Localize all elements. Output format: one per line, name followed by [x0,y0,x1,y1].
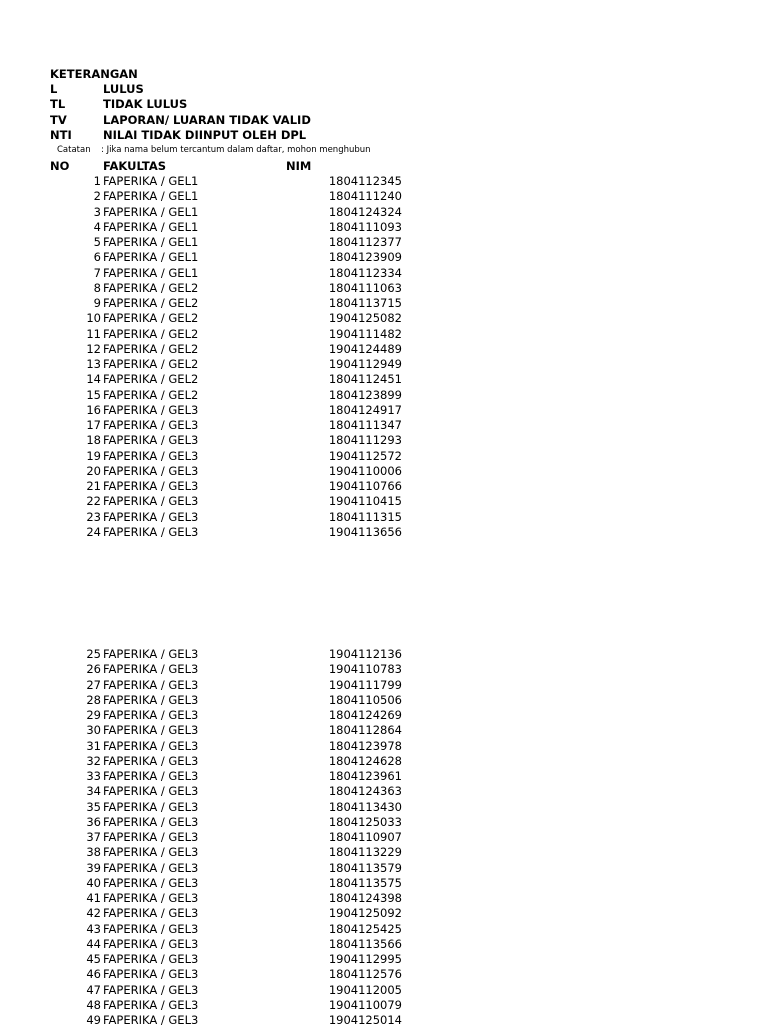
row-no: 42 [86,906,101,921]
row-fakultas: FAPERIKA / GEL3 [103,799,199,814]
row-nim: 1804113430 [328,799,402,814]
table-row [0,769,410,784]
row-nim: 1804112377 [328,235,402,249]
table-row [0,449,410,464]
row-no: 46 [86,967,101,982]
table-row [0,693,410,708]
legend-code: TV [50,112,67,127]
row-fakultas: FAPERIKA / GEL2 [103,372,199,387]
legend-code: TL [50,97,66,112]
row-nim: 1804112576 [328,967,402,982]
legend-desc: TIDAK LULUS [103,97,188,112]
table-row [0,388,410,403]
table-row [0,418,410,433]
row-fakultas: FAPERIKA / GEL2 [103,280,199,295]
row-fakultas: FAPERIKA / GEL3 [103,891,199,905]
table-row [0,861,410,876]
row-no: 11 [86,326,101,341]
table-row [0,372,410,387]
row-nim: 1804113575 [328,875,402,890]
row-no: 4 [93,219,101,234]
row-nim: 1904112995 [328,952,402,966]
row-no: 33 [86,769,101,783]
table-row [0,205,410,220]
row-nim: 1804111315 [328,509,402,524]
row-fakultas: FAPERIKA / GEL3 [103,967,199,982]
row-no: 47 [86,982,101,997]
table-row [0,845,410,860]
row-no: 40 [86,875,101,890]
row-fakultas: FAPERIKA / GEL1 [103,189,199,204]
table-row [0,479,410,494]
table-section-a [0,174,410,540]
row-fakultas: FAPERIKA / GEL1 [103,235,199,249]
row-nim: 1804123978 [328,738,402,753]
row-fakultas: FAPERIKA / GEL3 [103,509,199,524]
row-nim: 1904125082 [328,311,402,326]
row-fakultas: FAPERIKA / GEL3 [103,708,199,722]
row-no: 48 [86,997,101,1012]
note-line [57,145,402,156]
row-fakultas: FAPERIKA / GEL3 [103,463,199,478]
row-fakultas: FAPERIKA / GEL2 [103,387,199,402]
table-row [0,998,410,1013]
row-nim: 1804124917 [328,402,402,417]
row-no: 37 [86,830,101,844]
row-nim: 1904110006 [328,463,402,478]
row-fakultas: FAPERIKA / GEL3 [103,830,199,844]
row-fakultas: FAPERIKA / GEL1 [103,250,199,265]
row-no: 41 [86,891,101,905]
table-section-b [0,647,410,1028]
row-no: 45 [86,952,101,966]
row-nim: 1804111293 [328,433,402,448]
row-nim: 1904124489 [328,341,402,356]
row-nim: 1804125033 [328,814,402,829]
table-row [0,739,410,754]
row-no: 12 [86,341,101,356]
row-fakultas: FAPERIKA / GEL3 [103,814,199,829]
row-no: 34 [86,784,101,799]
table-row [0,327,410,342]
table-row [0,876,410,891]
legend-item [50,97,410,112]
row-no: 10 [86,311,101,326]
row-no: 18 [86,433,101,448]
legend-desc: LULUS [103,82,144,96]
row-fakultas: FAPERIKA / GEL3 [103,738,199,753]
row-no: 36 [86,814,101,829]
table-row [0,678,410,693]
row-no: 31 [86,738,101,753]
row-fakultas: FAPERIKA / GEL3 [103,402,199,417]
row-fakultas: FAPERIKA / GEL2 [103,296,199,310]
row-fakultas: FAPERIKA / GEL3 [103,906,199,921]
row-no: 25 [86,647,101,661]
row-no: 24 [86,524,101,539]
table-row [0,494,410,509]
row-no: 29 [86,708,101,722]
header-fakultas: FAKULTAS [103,159,167,173]
row-no: 16 [86,402,101,417]
table-row [0,906,410,921]
row-nim: 1904111799 [328,677,402,692]
row-fakultas: FAPERIKA / GEL1 [103,204,199,219]
row-fakultas: FAPERIKA / GEL3 [103,753,199,768]
row-nim: 1804123909 [328,250,402,265]
row-fakultas: FAPERIKA / GEL3 [103,936,199,951]
row-nim: 1804112451 [328,372,402,387]
row-no: 3 [93,204,101,219]
row-nim: 1904112949 [328,357,402,371]
table-row [0,1013,410,1028]
row-fakultas: FAPERIKA / GEL3 [103,860,199,875]
row-nim: 1804113229 [328,845,402,860]
row-nim: 1804113715 [328,296,402,310]
row-nim: 1804123899 [328,387,402,402]
table-row [0,754,410,769]
row-no: 43 [86,921,101,936]
note-label: Catatan [57,145,91,155]
row-fakultas: FAPERIKA / GEL3 [103,677,199,692]
row-fakultas: FAPERIKA / GEL3 [103,433,199,448]
row-fakultas: FAPERIKA / GEL3 [103,494,199,509]
table-row [0,937,410,952]
row-fakultas: FAPERIKA / GEL3 [103,784,199,799]
table-row [0,525,410,540]
row-fakultas: FAPERIKA / GEL2 [103,326,199,341]
table-row [0,266,410,281]
row-nim: 1804124269 [328,708,402,722]
table-row [0,800,410,815]
table-row [0,250,410,265]
header-nim: NIM [286,159,312,173]
legend-desc: NILAI TIDAK DIINPUT OLEH DPL [103,127,307,142]
row-fakultas: FAPERIKA / GEL1 [103,174,199,188]
row-nim: 1804113566 [328,936,402,951]
row-nim: 1904110766 [328,479,402,493]
row-no: 21 [86,479,101,493]
row-nim: 1904112136 [328,647,402,661]
header-no: NO [50,159,70,173]
row-fakultas: FAPERIKA / GEL3 [103,845,199,860]
row-nim: 1904111482 [328,326,402,341]
row-fakultas: FAPERIKA / GEL3 [103,982,199,997]
row-fakultas: FAPERIKA / GEL3 [103,448,199,463]
table-row [0,662,410,677]
row-fakultas: FAPERIKA / GEL3 [103,692,199,707]
row-fakultas: FAPERIKA / GEL3 [103,418,199,432]
legend-item [50,113,410,128]
table-row [0,342,410,357]
row-no: 28 [86,692,101,707]
row-nim: 1904110415 [328,494,402,509]
row-nim: 1804111063 [328,280,402,295]
table-row [0,922,410,937]
row-fakultas: FAPERIKA / GEL2 [103,357,199,371]
row-fakultas: FAPERIKA / GEL3 [103,1013,199,1027]
row-fakultas: FAPERIKA / GEL3 [103,952,199,966]
row-no: 22 [86,494,101,509]
table-row [0,235,410,250]
table-row [0,433,410,448]
row-no: 9 [93,296,101,310]
row-no: 17 [86,418,101,432]
table-row [0,952,410,967]
row-nim: 1804124398 [328,891,402,905]
row-nim: 1804111093 [328,219,402,234]
table-row [0,983,410,998]
row-fakultas: FAPERIKA / GEL3 [103,875,199,890]
row-fakultas: FAPERIKA / GEL3 [103,921,199,936]
row-nim: 1804110506 [328,692,402,707]
row-nim: 1904112005 [328,982,402,997]
table-row [0,784,410,799]
table-row [0,174,410,189]
row-nim: 1804125425 [328,921,402,936]
row-fakultas: FAPERIKA / GEL3 [103,769,199,783]
row-nim: 1904125014 [328,1013,402,1027]
table-row [0,891,410,906]
row-nim: 1804124324 [328,204,402,219]
row-no: 5 [93,235,101,249]
row-no: 1 [93,174,101,188]
row-no: 7 [93,265,101,280]
row-nim: 1804112345 [328,174,402,188]
table-row [0,708,410,723]
row-fakultas: FAPERIKA / GEL1 [103,265,199,280]
row-no: 8 [93,280,101,295]
table-row [0,357,410,372]
row-nim: 1804112334 [328,265,402,280]
row-nim: 1904125092 [328,906,402,921]
row-nim: 1804111240 [328,189,402,204]
table-row [0,281,410,296]
row-nim: 1804112864 [328,723,402,738]
note-text: : Jika nama belum tercantum dalam daftar, mohon menghubun [101,145,371,155]
row-fakultas: FAPERIKA / GEL2 [103,341,199,356]
table-row [0,220,410,235]
table-row [0,723,410,738]
row-no: 15 [86,387,101,402]
row-no: 44 [86,936,101,951]
row-fakultas: FAPERIKA / GEL3 [103,479,199,493]
row-no: 2 [93,189,101,204]
legend-block [50,67,410,143]
row-fakultas: FAPERIKA / GEL3 [103,723,199,738]
row-no: 32 [86,753,101,768]
row-nim: 1904110783 [328,662,402,677]
row-no: 14 [86,372,101,387]
row-no: 20 [86,463,101,478]
page-gap [0,540,410,647]
table-row [0,189,410,204]
row-no: 39 [86,860,101,875]
legend-title: KETERANGAN [50,67,138,81]
row-no: 30 [86,723,101,738]
table-row [0,403,410,418]
row-nim: 1804124363 [328,784,402,799]
row-nim: 1804113579 [328,860,402,875]
table-row [0,464,410,479]
row-nim: 1904112572 [328,448,402,463]
row-fakultas: FAPERIKA / GEL3 [103,647,199,661]
row-no: 27 [86,677,101,692]
row-no: 23 [86,509,101,524]
table-row [0,830,410,845]
table-row [0,815,410,830]
legend-desc: LAPORAN/ LUARAN TIDAK VALID [103,112,311,127]
legend-code: NTI [50,127,72,142]
row-nim: 1804124628 [328,753,402,768]
legend-item [50,82,410,97]
row-no: 49 [86,1013,101,1027]
legend-code: L [50,82,58,96]
table-row [0,510,410,525]
row-fakultas: FAPERIKA / GEL3 [103,662,199,677]
table-row [0,296,410,311]
table-row [0,967,410,982]
row-nim: 1804111347 [328,418,402,432]
row-nim: 1804110907 [328,830,402,844]
row-nim: 1904110079 [328,997,402,1012]
row-no: 19 [86,448,101,463]
row-no: 38 [86,845,101,860]
row-no: 26 [86,662,101,677]
row-fakultas: FAPERIKA / GEL3 [103,524,199,539]
table-row [0,311,410,326]
student-table [0,174,410,1028]
row-fakultas: FAPERIKA / GEL3 [103,997,199,1012]
row-no: 35 [86,799,101,814]
row-fakultas: FAPERIKA / GEL2 [103,311,199,326]
row-nim: 1804123961 [328,769,402,783]
row-fakultas: FAPERIKA / GEL1 [103,219,199,234]
row-no: 6 [93,250,101,265]
row-nim: 1904113656 [328,524,402,539]
row-no: 13 [86,357,101,371]
table-row [0,647,410,662]
legend-item [50,128,410,143]
